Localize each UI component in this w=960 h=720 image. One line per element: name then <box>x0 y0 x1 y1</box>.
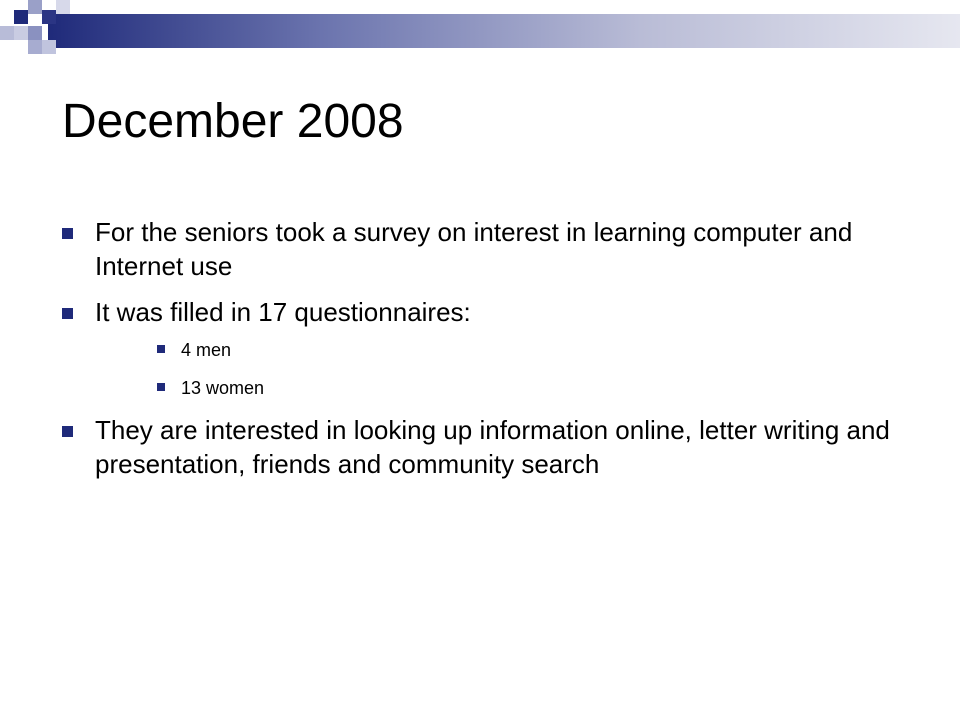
deco-square <box>42 40 56 54</box>
sub-bullet-text: 13 women <box>181 378 265 398</box>
bullet-item <box>62 295 922 329</box>
square-bullet-icon <box>157 383 165 391</box>
bullet-list <box>62 215 922 493</box>
deco-square <box>42 10 56 24</box>
square-bullet-icon <box>62 426 73 437</box>
slide-title: December 2008 <box>62 95 404 148</box>
square-bullet-icon <box>157 345 165 353</box>
bullet-item <box>62 215 922 283</box>
gradient-bar <box>48 14 960 48</box>
sub-bullet-list <box>62 337 922 401</box>
deco-square <box>14 10 28 24</box>
deco-square <box>14 26 28 40</box>
deco-square <box>28 26 42 40</box>
deco-square <box>28 40 42 54</box>
bullet-text: For the seniors took a survey on interest in learning computer and Internet use <box>95 217 853 281</box>
deco-square <box>28 0 42 14</box>
bullet-item <box>62 413 922 481</box>
sub-bullet-item <box>62 337 922 363</box>
sub-bullet-item <box>62 375 922 401</box>
bullet-text: They are interested in looking up information online, letter writing and presentation, friends and community search <box>95 415 890 479</box>
deco-square <box>0 26 14 40</box>
sub-bullet-text: 4 men <box>181 340 232 360</box>
deco-square <box>56 0 70 14</box>
square-bullet-icon <box>62 228 73 239</box>
square-bullet-icon <box>62 308 73 319</box>
bullet-text: It was filled in 17 questionnaires: <box>95 297 471 327</box>
